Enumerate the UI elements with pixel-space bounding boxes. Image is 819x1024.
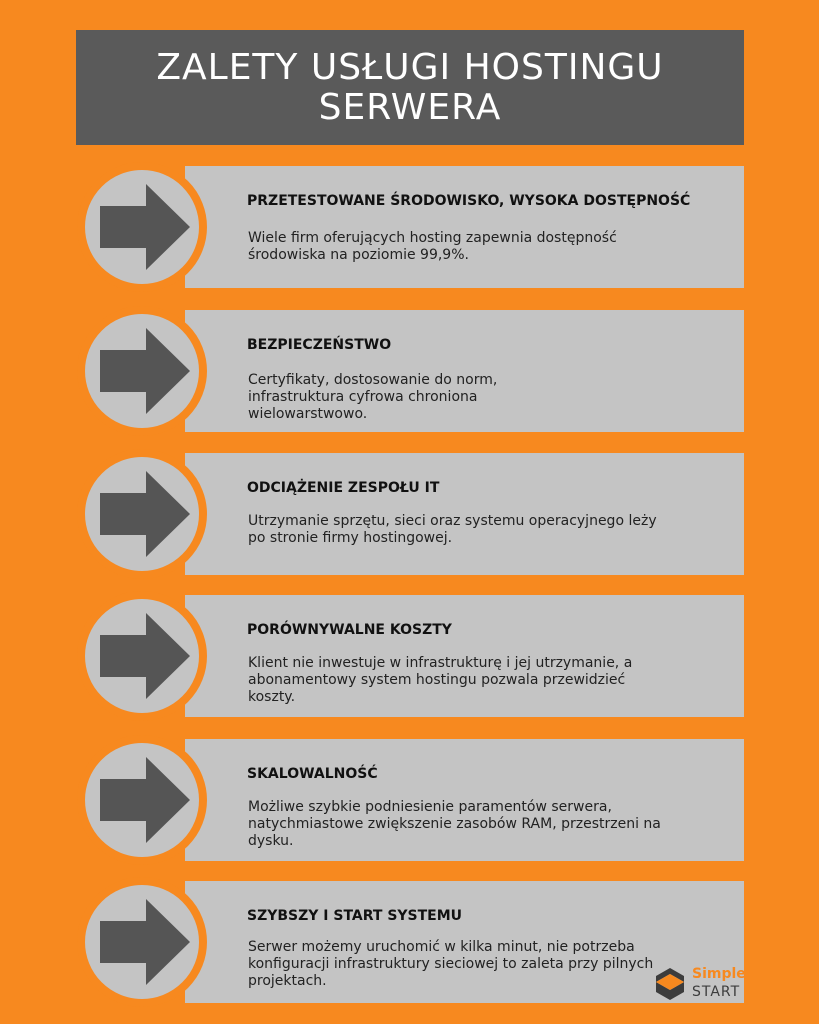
logo-text-start: START [692,984,741,1000]
arrow-right-icon [100,899,190,985]
logo-text-simple: Simple [692,966,746,982]
benefit-item [0,306,819,436]
benefit-description: Możliwe szybkie podniesienie paramentów serwera, natychmiastowe zwiększenie zasobów RAM, przestrzeni na dysku. [248,799,661,849]
arrow-right-icon [100,757,190,843]
benefit-description: Certyfikaty, dostosowanie do norm, infrastruktura cyfrowa chroniona wielowarstwowo. [248,372,498,422]
header-banner [76,30,744,145]
logo-mark-icon [652,966,688,1002]
benefit-title: PORÓWNYWALNE KOSZTY [247,622,452,638]
benefit-title: ODCIĄŻENIE ZESPOŁU IT [247,480,440,496]
arrow-right-icon [100,328,190,414]
benefit-title: BEZPIECZEŃSTWO [247,337,392,353]
arrow-right-icon [100,613,190,699]
page-title: ZALETY USŁUGI HOSTINGU SERWERA [156,46,664,128]
benefit-title: PRZETESTOWANE ŚRODOWISKO, WYSOKA DOSTĘPNOŚĆ [247,193,691,209]
benefit-title: SZYBSZY I START SYSTEMU [247,908,463,924]
arrow-right-icon [100,184,190,270]
arrow-right-icon [100,471,190,557]
benefit-description: Utrzymanie sprzętu, sieci oraz systemu operacyjnego leży po stronie firmy hostingowej. [248,513,657,546]
benefit-item [0,449,819,579]
benefit-title: SKALOWALNOŚĆ [247,766,378,782]
benefit-item [0,162,819,292]
benefit-item [0,591,819,721]
simple-start-logo [652,962,762,1012]
benefit-description: Klient nie inwestuje w infrastrukturę i jej utrzymanie, a abonamentowy system hostingu pozwala przewidzieć koszty. [248,655,633,705]
benefit-item [0,735,819,865]
benefit-description: Wiele firm oferujących hosting zapewnia dostępność środowiska na poziomie 99,9%. [248,230,617,263]
benefit-card [185,166,744,288]
benefit-description: Serwer możemy uruchomić w kilka minut, nie potrzeba konfiguracji infrastruktury sieciowej to zaleta przy pilnych projektach. [248,939,654,989]
